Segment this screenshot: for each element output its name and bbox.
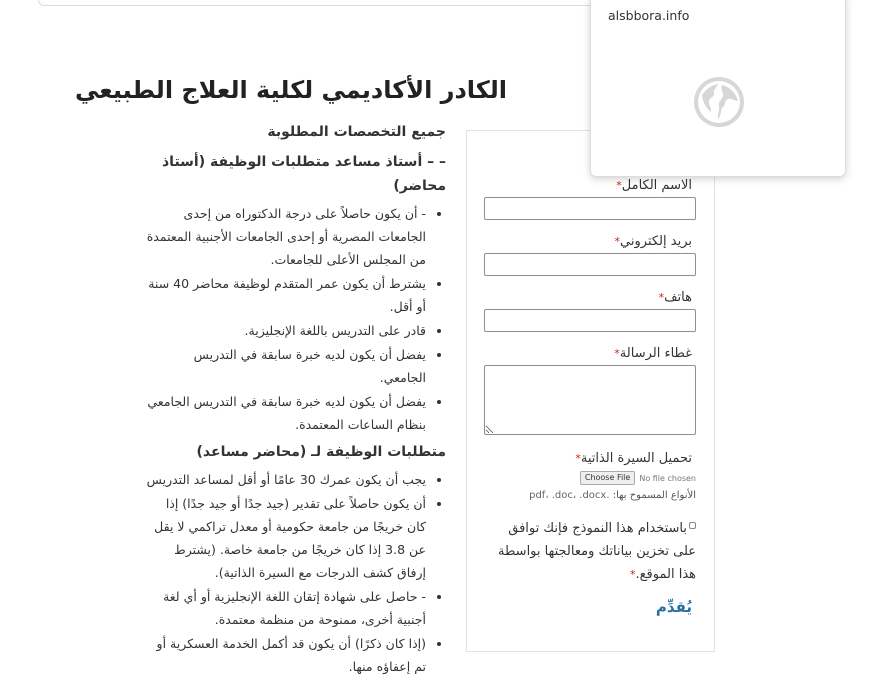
consent-row [485,517,696,586]
consent-text: باستخدام هذا النموذج فإنك توافق على تخزين بياناتك ومعالجتها بواسطة هذا الموقع. [498,521,696,582]
full-name-label [485,175,696,197]
required-mark: * [614,235,621,248]
cv-label-text: تحميل السيرة الذاتية [580,451,692,466]
list-item: • يفضل أن يكون لديه خبرة سابقة في التدريس الجامعي. [144,343,426,389]
email-label [485,231,696,253]
page-title: الكادر الأكاديمي لكلية العلاج الطبيعي [75,76,507,104]
required-mark: * [614,347,620,360]
phone-input[interactable] [484,309,696,332]
job-description [144,120,446,682]
list-item: • يشترط أن يكون عمر المتقدم لوظيفة محاضر 40 سنة أو أقل. [144,272,426,318]
consent-checkbox[interactable] [689,522,696,529]
phone-label-text: هاتف [664,290,692,305]
phone-label [485,287,696,309]
email-input[interactable] [484,253,696,276]
full-name-input[interactable] [484,197,696,220]
section1-heading: – – أستاذ مساعد متطلبات الوظيفة (أستاذ محاضر) [162,154,446,194]
globe-icon [692,75,746,129]
required-mark: * [630,568,636,581]
section2-list [144,468,446,678]
section1-list [144,202,446,436]
cover-letter-textarea[interactable] [484,365,696,435]
all-specialties-heading: جميع التخصصات المطلوبة [267,124,446,140]
site-info-popup [590,0,846,177]
cover-letter-label [485,343,696,365]
email-label-text: بريد إلكتروني [620,234,692,249]
submit-button[interactable]: يُقدِّم [655,598,692,616]
section2-heading: متطلبات الوظيفة لـ (محاضر مساعد) [196,444,446,460]
allowed-file-types [485,490,696,501]
list-item: • أن يكون حاصلاً على تقدير (جيد جدًا أو جيد جدًا) إذا كان خريجًا من جامعة حكومية أو معدل تراكمي لا يقل عن 3.8 إذا كان خريجًا من جامعة خاصة. (يشترط إرفاق كشف الدرجات مع السيرة الذاتية). [144,492,426,584]
list-item: • (إذا كان ذكرًا) أن يكون قد أكمل الخدمة العسكرية أو تم إعفاؤه منها. [144,632,426,678]
list-item: • - أن يكون حاصلاً على درجة الدكتوراه من إحدى الجامعات المصرية أو إحدى الجامعات الأجنبية المعتمدة من المجلس الأعلى للجامعات. [144,202,426,271]
browser-toolbar-edge [38,0,598,6]
allowed-types-label: الأنواع المسموح بها: [612,490,696,501]
list-item: • يفضل أن يكون لديه خبرة سابقة في التدريس الجامعي بنظام الساعات المعتمدة. [144,390,426,436]
list-item: • - حاصل على شهادة إتقان اللغة الإنجليزية أو أي لغة أجنبية أخرى، ممنوحة من منظمة معتمدة. [144,585,426,631]
site-domain: alsbbora.info [608,8,690,23]
required-mark: * [616,179,622,192]
cv-upload-label [485,448,696,470]
list-item: • قادر على التدريس باللغة الإنجليزية. [144,319,426,342]
cv-file-input [485,470,696,486]
list-item: • يجب أن يكون عمرك 30 عامًا أو أقل لمساعد التدريس [144,468,426,491]
required-mark: * [575,452,581,465]
cover-letter-label-text: غطاء الرسالة [619,346,692,361]
full-name-label-text: الاسم الكامل [621,178,692,193]
allowed-types-value: .pdf، .doc، .docx [529,490,610,501]
application-form [466,130,715,652]
file-status: No file chosen [639,473,696,483]
required-mark: * [658,291,665,304]
choose-file-button[interactable]: Choose File [580,471,635,485]
